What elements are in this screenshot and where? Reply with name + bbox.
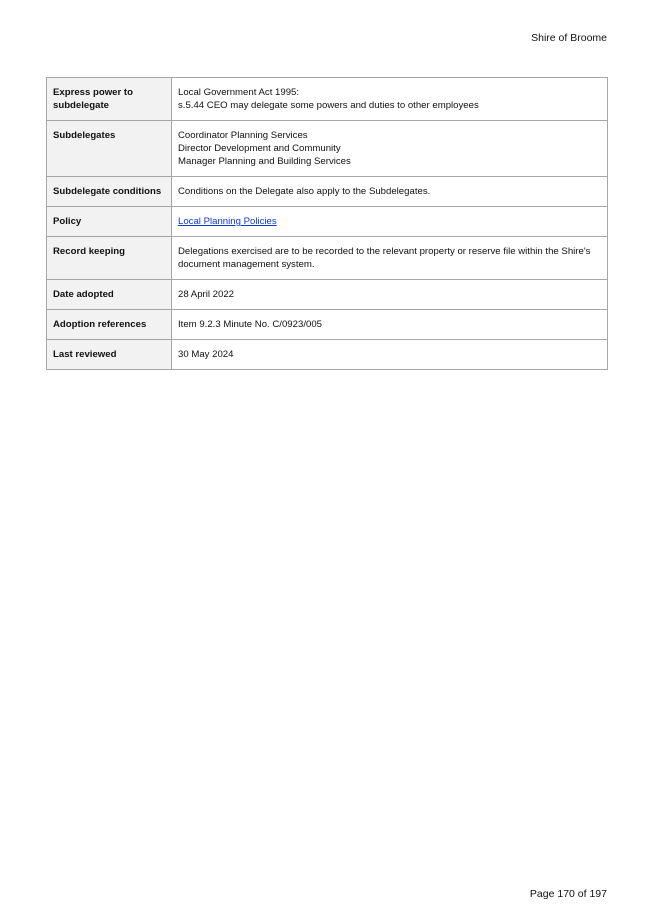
row-label-subdelegate-conditions: Subdelegate conditions (47, 177, 172, 207)
table-row (47, 237, 608, 280)
row-value-last-reviewed (172, 340, 608, 370)
row-label-date-adopted: Date adopted (47, 280, 172, 310)
table-row (47, 207, 608, 237)
value-line: Conditions on the Delegate also apply to the Subdelegates. (178, 186, 431, 197)
value-line: Local Government Act 1995: (178, 87, 300, 98)
delegation-details-table (46, 77, 608, 370)
row-label-subdelegates: Subdelegates (47, 121, 172, 177)
page-number: Page 170 of 197 (529, 888, 607, 900)
row-label-policy: Policy (47, 207, 172, 237)
table-row (47, 310, 608, 340)
table-row (47, 121, 608, 177)
row-value-subdelegate-conditions (172, 177, 608, 207)
local-planning-policies-link[interactable]: Local Planning Policies (178, 216, 277, 227)
page-header-organisation: Shire of Broome (531, 32, 607, 44)
row-label-record-keeping: Record keeping (47, 237, 172, 280)
row-label-express-power: Express power to subdelegate (47, 78, 172, 121)
value-line: Coordinator Planning Services (178, 130, 308, 141)
table-row (47, 340, 608, 370)
row-value-policy (172, 207, 608, 237)
value-line: s.5.44 CEO may delegate some powers and duties to other employees (178, 100, 479, 111)
row-value-subdelegates (172, 121, 608, 177)
table-row (47, 78, 608, 121)
row-value-record-keeping (172, 237, 608, 280)
row-label-last-reviewed: Last reviewed (47, 340, 172, 370)
row-label-adoption-references: Adoption references (47, 310, 172, 340)
row-value-express-power (172, 78, 608, 121)
value-line: Item 9.2.3 Minute No. C/0923/005 (178, 319, 322, 330)
value-line: 28 April 2022 (178, 289, 235, 300)
value-line: Manager Planning and Building Services (178, 156, 351, 167)
table-row (47, 177, 608, 207)
row-value-date-adopted (172, 280, 608, 310)
value-line: Delegations exercised are to be recorded to the relevant property or reserve file within the Shire's document management system. (178, 246, 591, 270)
row-value-adoption-references (172, 310, 608, 340)
value-line: 30 May 2024 (178, 349, 234, 360)
value-line: Director Development and Community (178, 143, 341, 154)
table-row (47, 280, 608, 310)
